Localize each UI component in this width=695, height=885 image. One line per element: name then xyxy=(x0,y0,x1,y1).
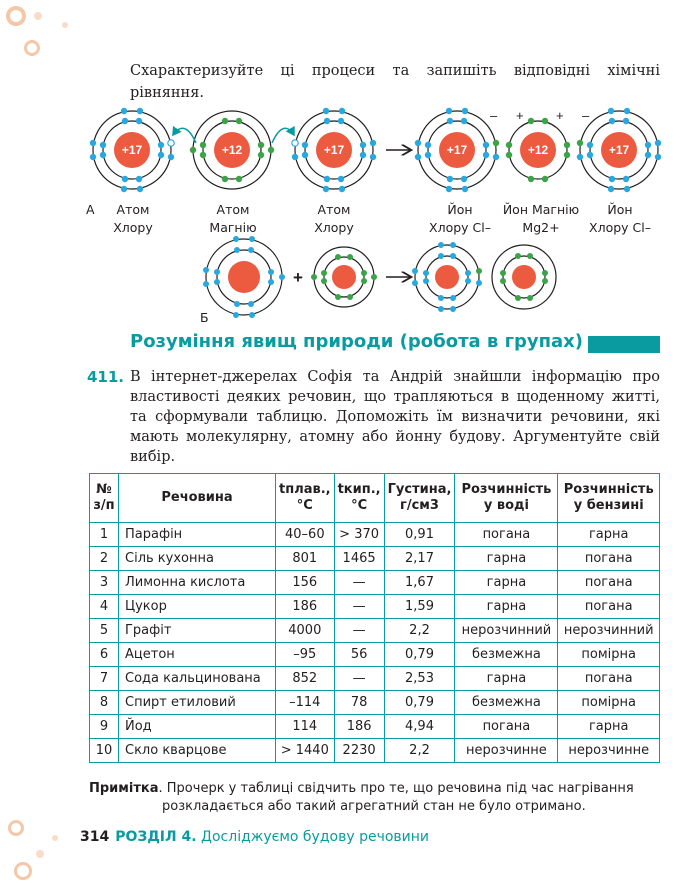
plus-sign: + xyxy=(293,268,303,287)
cell-num: 6 xyxy=(90,643,119,667)
header-tmelt: tплав., °C xyxy=(276,474,335,523)
cell-water: гарна xyxy=(455,667,558,691)
label-ion-magnesium xyxy=(499,201,583,237)
label-ion-chlorine-1 xyxy=(420,201,500,237)
cell-num: 1 xyxy=(90,523,119,547)
section-title: Досліджуємо будову речовини xyxy=(201,829,430,845)
cell-num: 8 xyxy=(90,691,119,715)
table-header-row xyxy=(90,474,660,523)
cell-petrol: гарна xyxy=(558,523,660,547)
nucleus-label: +12 xyxy=(221,143,243,157)
cell-density: 1,59 xyxy=(384,595,455,619)
cell-num: 9 xyxy=(90,715,119,739)
cell-name: Йод xyxy=(119,715,276,739)
cell-density: 0,79 xyxy=(384,691,455,715)
label-line: Хлору xyxy=(314,220,354,235)
cell-tmelt: 156 xyxy=(276,571,335,595)
cell-name: Парафін xyxy=(119,523,276,547)
table-row xyxy=(90,643,660,667)
cell-tboil: 78 xyxy=(334,691,384,715)
cell-name: Спирт етиловий xyxy=(119,691,276,715)
nucleus-label: +17 xyxy=(608,143,630,157)
nucleus-label: +17 xyxy=(446,143,468,157)
atom-b-2 xyxy=(311,247,377,307)
cell-tmelt: 4000 xyxy=(276,619,335,643)
cell-water: гарна xyxy=(455,571,558,595)
table-row xyxy=(90,691,660,715)
cell-tboil: — xyxy=(334,667,384,691)
cell-num: 5 xyxy=(90,619,119,643)
cell-tmelt: –114 xyxy=(276,691,335,715)
cell-name: Скло кварцове xyxy=(119,739,276,763)
decorative-dot xyxy=(14,862,32,880)
label-line: Йон xyxy=(607,202,633,217)
row-b-marker: Б xyxy=(200,310,209,325)
ion-magnesium xyxy=(506,118,570,182)
row-a-marker: А xyxy=(86,202,95,217)
atom-magnesium xyxy=(190,111,274,189)
properties-table xyxy=(89,473,660,763)
ion-b-1 xyxy=(412,242,482,312)
cell-petrol: нерозчинний xyxy=(558,619,660,643)
cell-petrol: нерозчинне xyxy=(558,739,660,763)
cell-water: гарна xyxy=(455,547,558,571)
label-line: Mg2+ xyxy=(522,220,560,235)
cell-water: безмежна xyxy=(455,643,558,667)
heading-bar xyxy=(588,336,660,353)
page-footer xyxy=(80,829,429,845)
table-row xyxy=(90,715,660,739)
ion-chlorine-1 xyxy=(415,108,499,192)
note-text-1: . Прочерк у таблиці свідчить про те, що речовина під час нагрівання xyxy=(158,781,634,796)
cell-water: нерозчинне xyxy=(455,739,558,763)
nucleus-label: +12 xyxy=(527,143,549,157)
cell-num: 7 xyxy=(90,667,119,691)
cell-density: 2,53 xyxy=(384,667,455,691)
table-row xyxy=(90,595,660,619)
cell-petrol: погана xyxy=(558,571,660,595)
label-atom-magnesium xyxy=(202,201,264,237)
cell-petrol: гарна xyxy=(558,715,660,739)
task-number: 411. xyxy=(87,368,125,386)
atom-chlorine-2 xyxy=(292,108,376,192)
atom-b-1 xyxy=(203,236,285,318)
label-line: Магнію xyxy=(209,220,257,235)
cell-num: 3 xyxy=(90,571,119,595)
decorative-dot xyxy=(24,40,40,56)
electron-transfer-arrow xyxy=(173,128,196,143)
label-atom-chlorine-1 xyxy=(102,201,164,237)
cell-num: 10 xyxy=(90,739,119,763)
label-ion-chlorine-2 xyxy=(580,201,660,237)
nucleus-label: +17 xyxy=(323,143,345,157)
section-heading: Розуміння явищ природи (робота в групах) xyxy=(130,331,584,352)
cell-tmelt: 40–60 xyxy=(276,523,335,547)
ion-charge: – xyxy=(490,108,498,123)
cell-tboil: 186 xyxy=(334,715,384,739)
cell-tmelt: > 1440 xyxy=(276,739,335,763)
cell-name: Лимонна кислота xyxy=(119,571,276,595)
cell-density: 2,17 xyxy=(384,547,455,571)
cell-water: безмежна xyxy=(455,691,558,715)
label-line: Атом xyxy=(317,202,351,217)
section-label: РОЗДІЛ 4. xyxy=(115,829,197,845)
table-row xyxy=(90,571,660,595)
cell-name: Графіт xyxy=(119,619,276,643)
cell-tboil: 2230 xyxy=(334,739,384,763)
note xyxy=(89,780,659,816)
cell-tboil: — xyxy=(334,619,384,643)
cell-tboil: > 370 xyxy=(334,523,384,547)
header-petrol: Розчинність у бензині xyxy=(558,474,660,523)
header-tboil: tкип., °C xyxy=(334,474,384,523)
cell-petrol: помірна xyxy=(558,643,660,667)
header-num: № з/п xyxy=(90,474,119,523)
cell-water: гарна xyxy=(455,595,558,619)
table-row xyxy=(90,619,660,643)
nucleus-label: +17 xyxy=(121,143,143,157)
cell-tboil: — xyxy=(334,595,384,619)
ion-charge: + xyxy=(556,108,564,123)
task-text: В інтернет-джерелах Софія та Андрій знайшли інформацію про властивості деяких речовин, що трапляються в щоденному житті, та сформували таблицю. Допоможіть їм визначити речовини, які мають молекулярну, атомну або йонну будову. Аргументуйте свій вибір. xyxy=(130,369,660,465)
decorative-dot xyxy=(34,12,42,20)
cell-num: 4 xyxy=(90,595,119,619)
note-label: Примітка xyxy=(89,781,159,796)
header-name: Речовина xyxy=(119,474,276,523)
cell-name: Цукор xyxy=(119,595,276,619)
label-line: Йон xyxy=(447,202,473,217)
cell-petrol: помірна xyxy=(558,691,660,715)
cell-petrol: погана xyxy=(558,595,660,619)
cell-tmelt: –95 xyxy=(276,643,335,667)
label-line: Хлору xyxy=(113,220,153,235)
cell-tmelt: 114 xyxy=(276,715,335,739)
cell-num: 2 xyxy=(90,547,119,571)
ion-charge: + xyxy=(516,108,524,123)
cell-tboil: 1465 xyxy=(334,547,384,571)
decorative-dot xyxy=(62,22,68,28)
cell-tmelt: 801 xyxy=(276,547,335,571)
label-line: Атом xyxy=(116,202,150,217)
cell-density: 1,67 xyxy=(384,571,455,595)
cell-density: 4,94 xyxy=(384,715,455,739)
cell-petrol: погана xyxy=(558,547,660,571)
cell-density: 2,2 xyxy=(384,739,455,763)
cell-water: нерозчинний xyxy=(455,619,558,643)
ion-chlorine-2 xyxy=(577,108,661,192)
label-line: Хлору Cl– xyxy=(429,220,491,235)
page-number: 314 xyxy=(80,829,110,845)
ion-charge: – xyxy=(582,108,590,123)
cell-tmelt: 186 xyxy=(276,595,335,619)
label-line: Йон Магнію xyxy=(502,202,580,217)
table-row xyxy=(90,667,660,691)
cell-tboil: — xyxy=(334,571,384,595)
cell-name: Сіль кухонна xyxy=(119,547,276,571)
label-atom-chlorine-2 xyxy=(303,201,365,237)
label-line: Хлору Cl– xyxy=(589,220,651,235)
cell-name: Сода кальцинована xyxy=(119,667,276,691)
cell-density: 0,79 xyxy=(384,643,455,667)
decorative-dot xyxy=(52,835,58,841)
ion-b-2 xyxy=(492,245,556,309)
decorative-dot xyxy=(6,6,26,26)
table-row xyxy=(90,739,660,763)
cell-density: 0,91 xyxy=(384,523,455,547)
cell-water: погана xyxy=(455,715,558,739)
decorative-dot xyxy=(36,850,44,858)
atom-chlorine-1 xyxy=(90,108,174,192)
intro-text: Схарактеризуйте ці процеси та запишіть відповідні хімічні рівняння. xyxy=(130,63,660,101)
header-density: Густина, г/см3 xyxy=(384,474,455,523)
cell-petrol: погана xyxy=(558,667,660,691)
cell-tmelt: 852 xyxy=(276,667,335,691)
decorative-dot xyxy=(8,820,24,836)
cell-density: 2,2 xyxy=(384,619,455,643)
header-water: Розчинність у воді xyxy=(455,474,558,523)
label-line: Атом xyxy=(216,202,250,217)
cell-water: погана xyxy=(455,523,558,547)
table-row xyxy=(90,523,660,547)
cell-name: Ацетон xyxy=(119,643,276,667)
note-text-2: розкладається або такий агрегатний стан не було отримано. xyxy=(162,799,586,814)
table-row xyxy=(90,547,660,571)
electron-transfer-arrow xyxy=(272,128,294,143)
cell-tboil: 56 xyxy=(334,643,384,667)
